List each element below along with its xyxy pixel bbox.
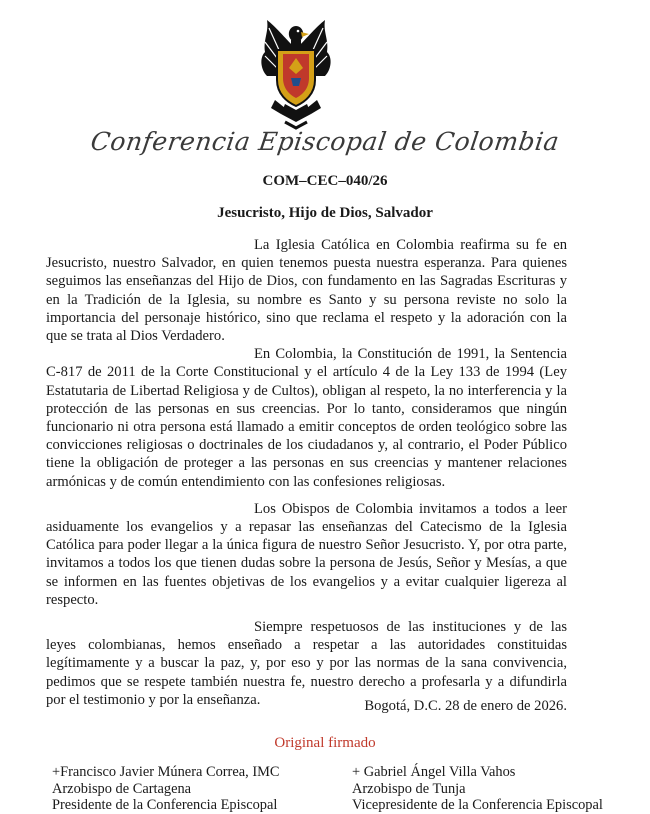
document-body xyxy=(46,236,567,709)
signatory-see: Arzobispo de Cartagena xyxy=(52,780,192,797)
paragraph: En Colombia, la Constitución de 1991, la Sentencia C-817 de 2011 de la Corte Constitucional y el artículo 4 de la Ley 133 de 1994 (Ley Estatutaria de Libertad Religiosa y de Cultos), obligan al respeto, la no interferencia y la protección de las personas en sus creencias. Por lo tanto, consideramos que ningún funcionario ni otra persona está llamado a emitir conceptos de orden teológico sobre las convicciones religiosas o doctrinales de los ciudadanos y, al contrario, el Poder Público tiene la obligación de proteger a las personas en sus creencias y mantener relaciones armónicas y de común entendimiento con las confesiones religiosas. xyxy=(46,346,567,490)
signatory-role: Presidente de la Conferencia Episcopal xyxy=(52,797,278,813)
signatory-name: +Francisco Javier Múnera Correa, IMC xyxy=(52,764,280,780)
document-code: COM–CEC–040/26 xyxy=(262,173,388,189)
episcopal-crest-icon xyxy=(255,18,337,130)
signed-note: Original firmado xyxy=(274,735,376,751)
paragraph: La Iglesia Católica en Colombia reafirma su fe en Jesucristo, nuestro Salvador, en quien tenemos puesta nuestra esperanza. Para quienes seguimos las enseñanzas del Hijo de Dios, con fundamento en las Sagradas Escrituras y en la Tradición de la Iglesia, su nombre es Santo y su persona reviste no solo la importancia del personaje histórico, sino que reclama el respeto y la adoración con la que se trata al Dios Verdadero. xyxy=(46,237,567,345)
signatory-block xyxy=(352,764,603,814)
signatory-name: + Gabriel Ángel Villa Vahos xyxy=(352,764,516,780)
signatory-role: Vicepresidente de la Conferencia Episcopal xyxy=(352,797,603,813)
document-date: Bogotá, D.C. 28 de enero de 2026. xyxy=(364,698,567,714)
signatory-block xyxy=(52,764,280,814)
paragraph: Los Obispos de Colombia invitamos a todos a leer asiduamente los evangelios y a repasar las enseñanzas del Catecismo de la Iglesia Católica para poder llegar a la única figura de nuestro Señor Jesucristo. Y, por otra parte, invitamos a todos los que tienen dudas sobre la persona de Jesús, Señor y Mesías, a que se informen en las fuentes objetivas de los evangelios y a evitar cualquier ligereza al respecto. xyxy=(46,500,567,608)
paragraph: Siempre respetuosos de las instituciones y de las leyes colombianas, hemos enseñado a respetar a las autoridades constituidas legítimamente y a buscar la paz, y, por eso y por las normas de la sana convivencia, pedimos que se respete también nuestra fe, nuestro derecho a profesarla y a difundirla por el testimonio y por la enseñanza. xyxy=(46,619,567,708)
organization-name: Conferencia Episcopal de Colombia xyxy=(88,127,562,156)
signatory-see: Arzobispo de Tunja xyxy=(352,780,466,797)
document-title: Jesucristo, Hijo de Dios, Salvador xyxy=(217,205,433,221)
